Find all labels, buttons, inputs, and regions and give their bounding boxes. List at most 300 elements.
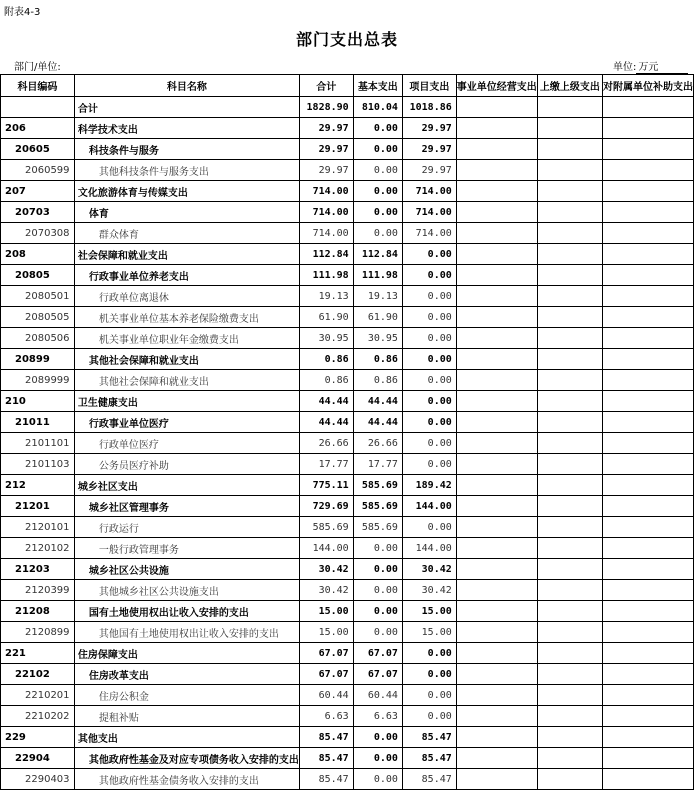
row-basic: 585.69	[353, 517, 402, 538]
row-basic: 17.77	[353, 454, 402, 475]
row-business	[456, 685, 537, 706]
row-total: 714.00	[299, 181, 353, 202]
table-row	[1, 664, 694, 685]
row-project: 189.42	[402, 475, 456, 496]
row-remit	[537, 643, 602, 664]
row-project: 0.00	[402, 706, 456, 727]
row-basic: 19.13	[353, 286, 402, 307]
row-total: 144.00	[299, 538, 353, 559]
col-header-business: 事业单位经营支出	[456, 75, 537, 97]
row-project: 0.00	[402, 391, 456, 412]
table-row	[1, 391, 694, 412]
row-total: 15.00	[299, 622, 353, 643]
row-subsidy	[602, 706, 693, 727]
table-row	[1, 454, 694, 475]
row-name: 行政单位医疗	[74, 433, 299, 454]
row-subsidy	[602, 118, 693, 139]
row-project: 0.00	[402, 349, 456, 370]
row-project: 0.00	[402, 265, 456, 286]
row-remit	[537, 412, 602, 433]
row-name: 其他社会保障和就业支出	[74, 349, 299, 370]
table-row	[1, 496, 694, 517]
row-business	[456, 622, 537, 643]
row-total: 85.47	[299, 769, 353, 790]
row-remit	[537, 328, 602, 349]
row-total: 17.77	[299, 454, 353, 475]
row-project: 0.00	[402, 664, 456, 685]
row-code: 20805	[1, 265, 75, 286]
row-business	[456, 601, 537, 622]
row-total: 30.95	[299, 328, 353, 349]
row-subsidy	[602, 370, 693, 391]
row-subsidy	[602, 265, 693, 286]
row-code: 2080501	[1, 286, 75, 307]
row-code: 207	[1, 181, 75, 202]
row-subsidy	[602, 496, 693, 517]
row-total: 67.07	[299, 664, 353, 685]
row-remit	[537, 517, 602, 538]
row-basic: 30.95	[353, 328, 402, 349]
row-total: 85.47	[299, 727, 353, 748]
row-remit	[537, 538, 602, 559]
table-row	[1, 412, 694, 433]
row-subsidy	[602, 181, 693, 202]
row-name: 机关事业单位职业年金缴费支出	[74, 328, 299, 349]
table-row	[1, 160, 694, 181]
row-code: 2210201	[1, 685, 75, 706]
row-name: 城乡社区公共设施	[74, 559, 299, 580]
row-basic: 0.86	[353, 370, 402, 391]
row-business	[456, 307, 537, 328]
row-subsidy	[602, 580, 693, 601]
row-remit	[537, 664, 602, 685]
row-name: 城乡社区支出	[74, 475, 299, 496]
row-project: 0.00	[402, 307, 456, 328]
row-name: 行政单位离退休	[74, 286, 299, 307]
row-project: 85.47	[402, 748, 456, 769]
row-project: 85.47	[402, 727, 456, 748]
table-row	[1, 622, 694, 643]
row-basic: 0.00	[353, 538, 402, 559]
row-name: 其他社会保障和就业支出	[74, 370, 299, 391]
row-remit	[537, 475, 602, 496]
row-business	[456, 475, 537, 496]
row-remit	[537, 391, 602, 412]
row-remit	[537, 601, 602, 622]
row-basic: 67.07	[353, 664, 402, 685]
row-basic: 44.44	[353, 391, 402, 412]
row-name: 社会保障和就业支出	[74, 244, 299, 265]
col-header-basic: 基本支出	[353, 75, 402, 97]
row-project: 15.00	[402, 601, 456, 622]
row-project: 29.97	[402, 160, 456, 181]
table-row	[1, 475, 694, 496]
table-row	[1, 517, 694, 538]
row-code: 22904	[1, 748, 75, 769]
row-remit	[537, 118, 602, 139]
row-code: 2120102	[1, 538, 75, 559]
row-code: 20703	[1, 202, 75, 223]
row-basic: 0.00	[353, 601, 402, 622]
unit-label	[613, 58, 688, 74]
row-code: 2101101	[1, 433, 75, 454]
row-code: 2089999	[1, 370, 75, 391]
row-code: 21203	[1, 559, 75, 580]
row-business	[456, 580, 537, 601]
row-basic: 67.07	[353, 643, 402, 664]
row-total: 6.63	[299, 706, 353, 727]
row-project: 0.00	[402, 370, 456, 391]
row-name: 行政运行	[74, 517, 299, 538]
row-total: 585.69	[299, 517, 353, 538]
row-basic: 0.00	[353, 160, 402, 181]
row-remit	[537, 223, 602, 244]
col-header-name: 科目名称	[74, 75, 299, 97]
row-name: 公务员医疗补助	[74, 454, 299, 475]
row-subsidy	[602, 328, 693, 349]
row-name: 其他政府性基金债务收入安排的支出	[74, 769, 299, 790]
row-name: 国有土地使用权出让收入安排的支出	[74, 601, 299, 622]
row-code: 212	[1, 475, 75, 496]
row-project: 714.00	[402, 223, 456, 244]
row-code: 21208	[1, 601, 75, 622]
row-total: 67.07	[299, 643, 353, 664]
row-basic: 60.44	[353, 685, 402, 706]
row-business	[456, 328, 537, 349]
row-remit	[537, 727, 602, 748]
row-remit	[537, 160, 602, 181]
row-code: 2290403	[1, 769, 75, 790]
table-row	[1, 349, 694, 370]
table-row	[1, 223, 694, 244]
row-business	[456, 454, 537, 475]
row-name: 群众体育	[74, 223, 299, 244]
row-subsidy	[602, 664, 693, 685]
row-subsidy	[602, 601, 693, 622]
row-project: 0.00	[402, 643, 456, 664]
table-row	[1, 265, 694, 286]
row-business	[456, 643, 537, 664]
row-name: 住房改革支出	[74, 664, 299, 685]
row-code: 2210202	[1, 706, 75, 727]
row-basic: 0.00	[353, 748, 402, 769]
row-subsidy	[602, 349, 693, 370]
row-name: 住房保障支出	[74, 643, 299, 664]
row-basic: 585.69	[353, 475, 402, 496]
row-remit	[537, 769, 602, 790]
row-project: 0.00	[402, 412, 456, 433]
row-name: 体育	[74, 202, 299, 223]
row-basic: 0.00	[353, 223, 402, 244]
row-total: 44.44	[299, 391, 353, 412]
row-total: 15.00	[299, 601, 353, 622]
table-row	[1, 286, 694, 307]
row-remit	[537, 706, 602, 727]
row-remit	[537, 748, 602, 769]
row-project: 30.42	[402, 580, 456, 601]
row-business	[456, 412, 537, 433]
unit-label-text: 单位:	[613, 62, 637, 73]
row-total: 729.69	[299, 496, 353, 517]
total-row	[1, 97, 694, 118]
row-subsidy	[602, 454, 693, 475]
row-remit	[537, 139, 602, 160]
row-code: 221	[1, 643, 75, 664]
row-project: 29.97	[402, 118, 456, 139]
row-subsidy	[602, 559, 693, 580]
row-total: 30.42	[299, 559, 353, 580]
row-subsidy	[602, 538, 693, 559]
row-total: 61.90	[299, 307, 353, 328]
row-subsidy	[602, 139, 693, 160]
table-row	[1, 307, 694, 328]
row-business	[456, 349, 537, 370]
table-row	[1, 181, 694, 202]
row-subsidy	[602, 391, 693, 412]
row-basic: 0.00	[353, 181, 402, 202]
row-total: 85.47	[299, 748, 353, 769]
row-code: 21201	[1, 496, 75, 517]
row-name: 行政事业单位养老支出	[74, 265, 299, 286]
row-code: 2120399	[1, 580, 75, 601]
department-label: 部门/单位:	[14, 62, 61, 73]
col-header-remit: 上缴上级支出	[537, 75, 602, 97]
table-row	[1, 433, 694, 454]
expenditure-table	[0, 74, 694, 790]
total-code	[1, 97, 75, 118]
row-business	[456, 706, 537, 727]
table-row	[1, 580, 694, 601]
row-total: 775.11	[299, 475, 353, 496]
row-subsidy	[602, 412, 693, 433]
row-code: 20899	[1, 349, 75, 370]
row-remit	[537, 244, 602, 265]
row-business	[456, 160, 537, 181]
row-total: 714.00	[299, 202, 353, 223]
row-code: 2120899	[1, 622, 75, 643]
total-project: 1018.86	[402, 97, 456, 118]
row-code: 206	[1, 118, 75, 139]
row-business	[456, 727, 537, 748]
row-business	[456, 286, 537, 307]
col-header-subsidy: 对附属单位补助支出	[602, 75, 693, 97]
row-remit	[537, 559, 602, 580]
row-name: 一般行政管理事务	[74, 538, 299, 559]
total-amount: 1828.90	[299, 97, 353, 118]
row-code: 2101103	[1, 454, 75, 475]
row-project: 0.00	[402, 433, 456, 454]
row-basic: 111.98	[353, 265, 402, 286]
row-subsidy	[602, 769, 693, 790]
row-project: 0.00	[402, 454, 456, 475]
row-business	[456, 538, 537, 559]
row-project: 0.00	[402, 328, 456, 349]
attachment-number: 附表4-3	[4, 7, 41, 18]
row-code: 2080505	[1, 307, 75, 328]
row-remit	[537, 181, 602, 202]
row-basic: 0.00	[353, 559, 402, 580]
page-title: 部门支出总表	[295, 30, 398, 49]
row-total: 30.42	[299, 580, 353, 601]
row-business	[456, 496, 537, 517]
row-code: 21011	[1, 412, 75, 433]
row-business	[456, 265, 537, 286]
row-project: 144.00	[402, 538, 456, 559]
row-subsidy	[602, 202, 693, 223]
row-business	[456, 559, 537, 580]
row-project: 85.47	[402, 769, 456, 790]
row-name: 卫生健康支出	[74, 391, 299, 412]
row-basic: 112.84	[353, 244, 402, 265]
row-business	[456, 139, 537, 160]
row-remit	[537, 685, 602, 706]
row-code: 2080506	[1, 328, 75, 349]
table-row	[1, 769, 694, 790]
row-project: 29.97	[402, 139, 456, 160]
row-business	[456, 433, 537, 454]
row-basic: 0.00	[353, 118, 402, 139]
row-subsidy	[602, 517, 693, 538]
row-business	[456, 181, 537, 202]
row-subsidy	[602, 622, 693, 643]
table-row	[1, 139, 694, 160]
row-project: 0.00	[402, 517, 456, 538]
row-project: 144.00	[402, 496, 456, 517]
total-basic: 810.04	[353, 97, 402, 118]
total-business	[456, 97, 537, 118]
row-subsidy	[602, 643, 693, 664]
table-row	[1, 202, 694, 223]
row-total: 29.97	[299, 118, 353, 139]
col-header-code: 科目编码	[1, 75, 75, 97]
table-row	[1, 727, 694, 748]
row-project: 0.00	[402, 244, 456, 265]
row-basic: 585.69	[353, 496, 402, 517]
row-name: 其他国有土地使用权出让收入安排的支出	[74, 622, 299, 643]
row-remit	[537, 307, 602, 328]
row-business	[456, 748, 537, 769]
row-name: 其他政府性基金及对应专项债务收入安排的支出	[74, 748, 299, 769]
table-row	[1, 748, 694, 769]
row-name: 行政事业单位医疗	[74, 412, 299, 433]
table-row	[1, 601, 694, 622]
col-header-project: 项目支出	[402, 75, 456, 97]
unit-value: 万元	[636, 58, 688, 74]
row-basic: 0.00	[353, 769, 402, 790]
table-row	[1, 370, 694, 391]
row-name: 城乡社区管理事务	[74, 496, 299, 517]
row-remit	[537, 265, 602, 286]
row-subsidy	[602, 727, 693, 748]
row-subsidy	[602, 475, 693, 496]
row-code: 2120101	[1, 517, 75, 538]
row-subsidy	[602, 685, 693, 706]
row-name: 文化旅游体育与传媒支出	[74, 181, 299, 202]
row-basic: 6.63	[353, 706, 402, 727]
row-project: 15.00	[402, 622, 456, 643]
table-row	[1, 538, 694, 559]
table-row	[1, 559, 694, 580]
row-code: 2060599	[1, 160, 75, 181]
row-total: 0.86	[299, 349, 353, 370]
row-basic: 0.00	[353, 580, 402, 601]
row-business	[456, 664, 537, 685]
row-basic: 0.86	[353, 349, 402, 370]
row-business	[456, 370, 537, 391]
row-business	[456, 244, 537, 265]
row-name: 其他科技条件与服务支出	[74, 160, 299, 181]
row-project: 0.00	[402, 286, 456, 307]
row-name: 住房公积金	[74, 685, 299, 706]
table-row	[1, 685, 694, 706]
row-project: 714.00	[402, 181, 456, 202]
row-business	[456, 223, 537, 244]
row-name: 科技条件与服务	[74, 139, 299, 160]
row-total: 60.44	[299, 685, 353, 706]
total-remit	[537, 97, 602, 118]
header-row	[1, 75, 694, 97]
row-code: 20605	[1, 139, 75, 160]
table-row	[1, 643, 694, 664]
row-subsidy	[602, 307, 693, 328]
table-row	[1, 706, 694, 727]
row-subsidy	[602, 223, 693, 244]
table-row	[1, 328, 694, 349]
row-basic: 0.00	[353, 622, 402, 643]
row-code: 210	[1, 391, 75, 412]
table-row	[1, 118, 694, 139]
row-code: 229	[1, 727, 75, 748]
row-name: 其他城乡社区公共设施支出	[74, 580, 299, 601]
row-total: 44.44	[299, 412, 353, 433]
row-subsidy	[602, 748, 693, 769]
row-remit	[537, 202, 602, 223]
total-name: 合计	[74, 97, 299, 118]
row-remit	[537, 370, 602, 391]
row-subsidy	[602, 433, 693, 454]
row-basic: 0.00	[353, 727, 402, 748]
row-name: 提租补贴	[74, 706, 299, 727]
row-basic: 0.00	[353, 139, 402, 160]
row-code: 2070308	[1, 223, 75, 244]
row-basic: 0.00	[353, 202, 402, 223]
col-header-total: 合计	[299, 75, 353, 97]
row-subsidy	[602, 244, 693, 265]
row-remit	[537, 496, 602, 517]
row-subsidy	[602, 286, 693, 307]
row-project: 0.00	[402, 685, 456, 706]
row-total: 112.84	[299, 244, 353, 265]
row-remit	[537, 580, 602, 601]
row-remit	[537, 622, 602, 643]
row-remit	[537, 433, 602, 454]
row-total: 0.86	[299, 370, 353, 391]
row-business	[456, 202, 537, 223]
row-business	[456, 769, 537, 790]
row-total: 19.13	[299, 286, 353, 307]
row-remit	[537, 454, 602, 475]
row-project: 30.42	[402, 559, 456, 580]
row-basic: 44.44	[353, 412, 402, 433]
row-name: 科学技术支出	[74, 118, 299, 139]
row-total: 111.98	[299, 265, 353, 286]
row-total: 714.00	[299, 223, 353, 244]
total-subsidy	[602, 97, 693, 118]
row-remit	[537, 286, 602, 307]
row-business	[456, 517, 537, 538]
row-basic: 26.66	[353, 433, 402, 454]
row-name: 其他支出	[74, 727, 299, 748]
